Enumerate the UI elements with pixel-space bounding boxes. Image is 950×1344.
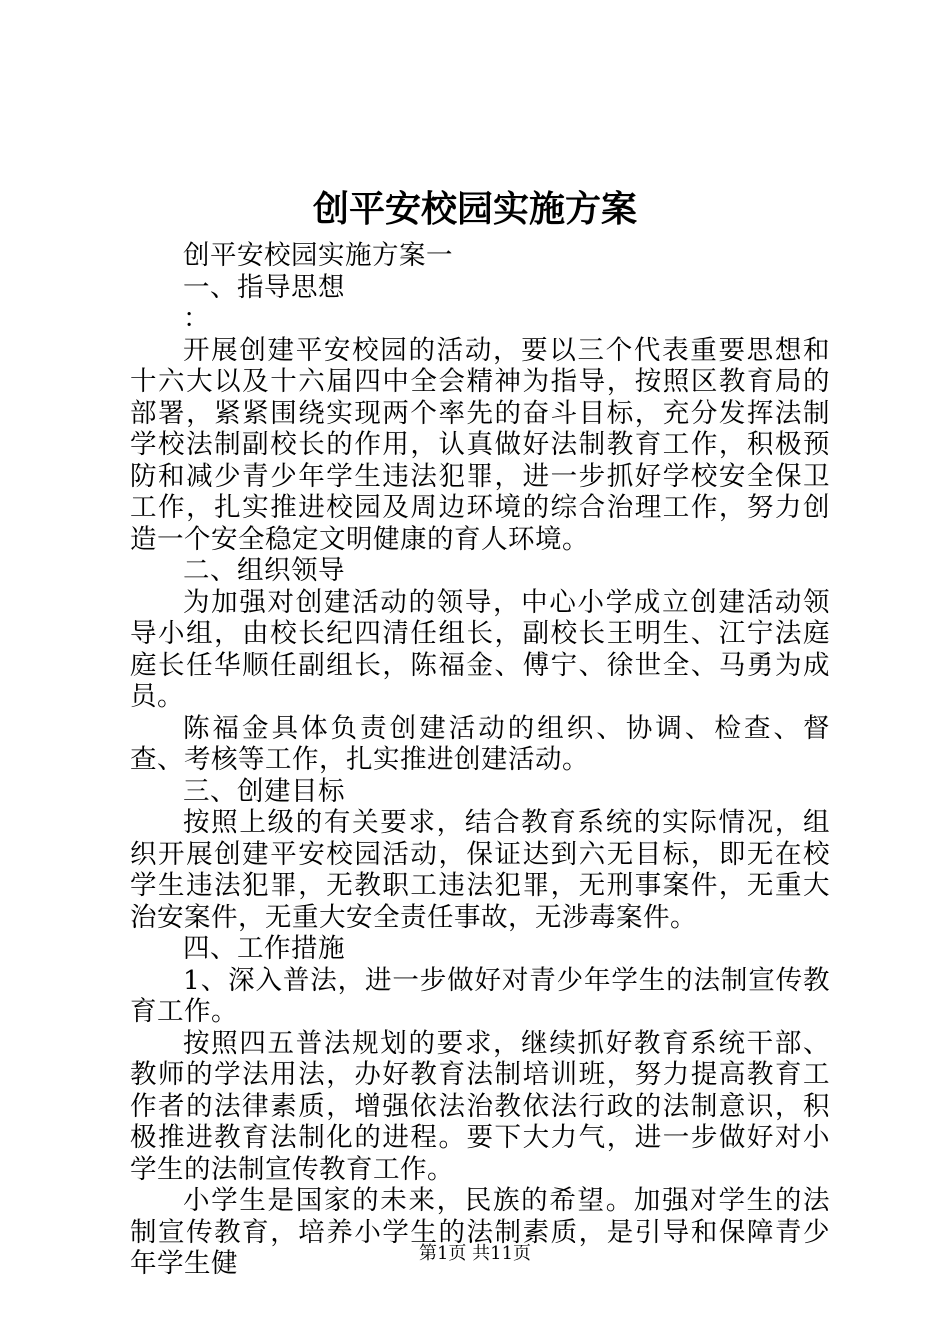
paragraph: 按照上级的有关要求，结合教育系统的实际情况，组织开展创建平安校园活动，保证达到六无目标，即无在校学生违法犯罪，无教职工违法犯罪，无刑事案件，无重大治安案件，无重大安全责任事故，无涉毒案件。 xyxy=(130,807,830,933)
paragraph: 为加强对创建活动的领导，中心小学成立创建活动领导小组，由校长纪四清任组长，副校长王明生、江宁法庭庭长任华顺任副组长，陈福金、傅宁、徐世全、马勇为成员。 xyxy=(130,586,830,712)
paragraph: 按照四五普法规划的要求，继续抓好教育系统干部、教师的学法用法，办好教育法制培训班，努力提高教育工作者的法律素质，增强依法治教依法行政的法制意识，积极推进教育法制化的进程。要下大力气，进一步做好对小学生的法制宣传教育工作。 xyxy=(130,1027,830,1185)
section-heading: 三、创建目标 xyxy=(183,775,345,807)
section-heading: 四、工作措施 xyxy=(183,933,345,964)
section-heading: 二、组织领导 xyxy=(183,555,345,586)
paragraph: ： xyxy=(183,303,210,334)
paragraph: 开展创建平安校园的活动，要以三个代表重要思想和十六大以及十六届四中全会精神为指导，按照区教育局的部署，紧紧围绕实现两个率先的奋斗目标，充分发挥法制学校法制副校长的作用，认真做好法制教育工作，积极预防和减少青少年学生违法犯罪，进一步抓好学校安全保卫工作，扎实推进校园及周边环境的综合治理工作，努力创造一个安全稳定文明健康的育人环境。 xyxy=(130,334,830,555)
paragraph: 陈福金具体负责创建活动的组织、协调、检查、督查、考核等工作，扎实推进创建活动。 xyxy=(130,712,830,775)
paragraph: 小学生是国家的未来，民族的希望。加强对学生的法制宣传教育，培养小学生的法制素质，是引导和保障青少年学生健 xyxy=(130,1185,830,1279)
document-body xyxy=(130,240,830,1280)
paragraph: 创平安校园实施方案一 xyxy=(183,240,453,271)
paragraph: 1、深入普法，进一步做好对青少年学生的法制宣传教育工作。 xyxy=(130,964,830,1027)
section-heading: 一、指导思想 xyxy=(183,271,345,303)
page-number-footer: 第1页 共11页 xyxy=(418,1243,532,1264)
document-title: 创平安校园实施方案 xyxy=(312,188,637,230)
